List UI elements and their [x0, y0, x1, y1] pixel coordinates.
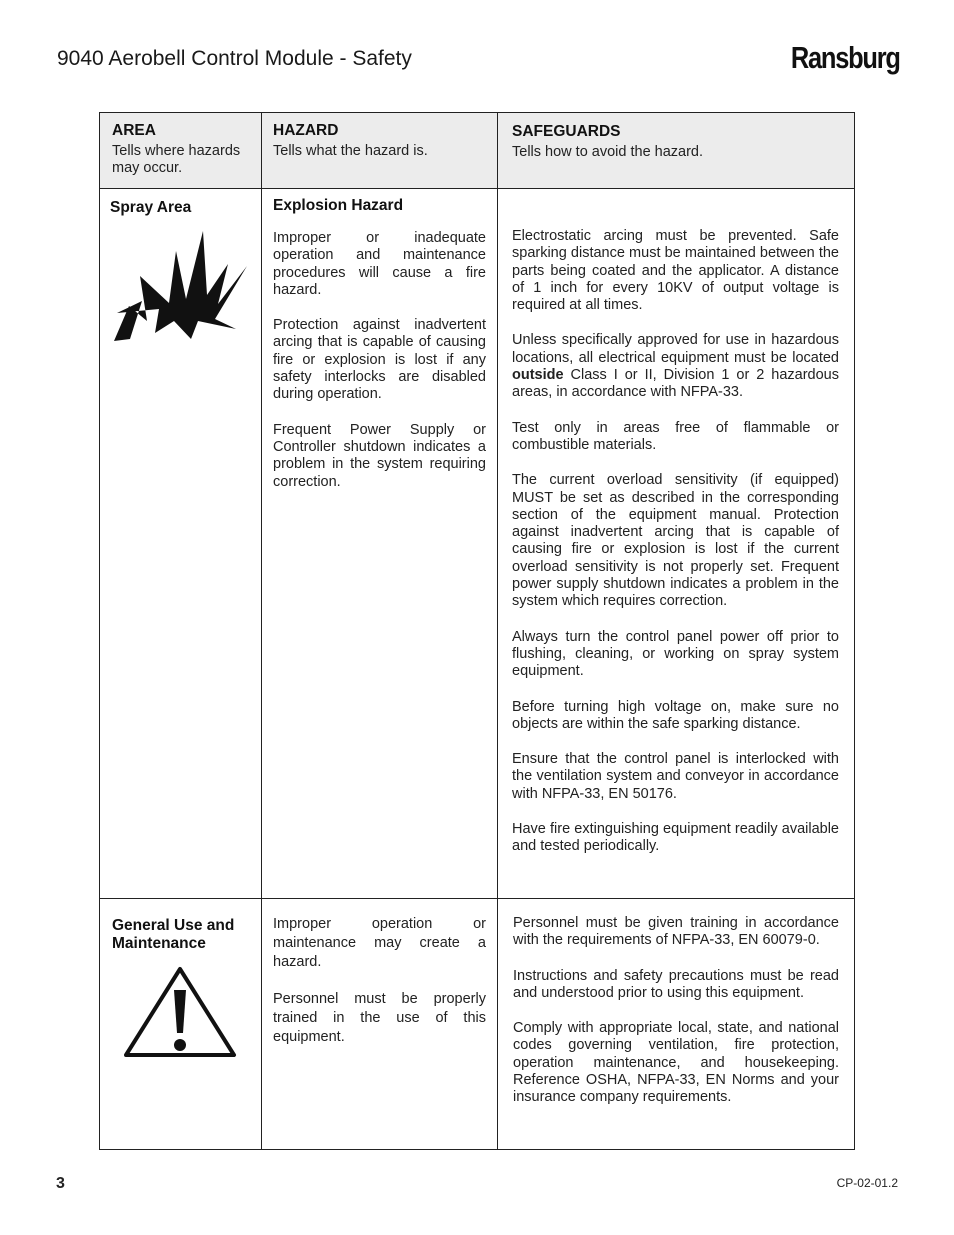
hazard-paragraph: Improper operation or maintenance may create a hazard.: [273, 916, 486, 970]
column-divider: [497, 113, 498, 1149]
hazard-paragraph: Improper or inadequate operation and maintenance procedures will cause a fire hazard.: [273, 230, 486, 298]
area-spray-area: Spray Area: [110, 199, 192, 216]
warning-triangle-icon: [122, 965, 238, 1059]
column-subtitle: Tells where hazards may occur.: [112, 143, 241, 176]
column-header-area: [112, 122, 257, 177]
safeguard-list-general-use: [513, 915, 839, 1107]
emphasis-outside: outside: [512, 367, 564, 384]
column-title: SAFEGUARDS: [512, 123, 621, 140]
column-subtitle: Tells how to avoid the hazard.: [512, 144, 704, 160]
brand-logo: Ransburg: [791, 40, 900, 75]
page-number: 3: [56, 1175, 65, 1192]
document-code: CP-02-01.2: [836, 1176, 898, 1190]
column-divider: [261, 113, 262, 1149]
hazard-paragraph: Personnel must be properly trained in the use of this equipment.: [273, 991, 486, 1045]
page-title: 9040 Aerobell Control Module - Safety: [57, 47, 412, 70]
explosion-icon: [112, 231, 247, 343]
hazard-list-general-use: [273, 915, 486, 1047]
column-header-safeguards: [512, 123, 842, 161]
safeguard-paragraph: Test only in areas free of flammable or combustible materials.: [512, 419, 839, 453]
safeguard-paragraph: Have fire extinguishing equipment readily available and tested periodically.: [512, 821, 839, 855]
hazard-title-explosion: Explosion Hazard: [273, 197, 404, 214]
safeguard-text: Unless specifically approved for use in hazardous locations, all electrical equipment must be located: [512, 332, 839, 366]
safeguard-paragraph: Comply with appropriate local, state, and national codes governing ventilation, fire protection, operation maintenance, and housekeeping. Reference OSHA, NFPA-33, EN Norms and your insurance company requirements.: [513, 1020, 839, 1106]
safeguard-paragraph: Always turn the control panel power off prior to flushing, cleaning, or working on spray system equipment.: [512, 628, 839, 680]
safeguard-paragraph: Instructions and safety precautions must be read and understood prior to using this equipment.: [513, 967, 839, 1001]
column-title: AREA: [112, 122, 156, 139]
safeguard-text: Class I or II, Division 1 or 2 hazardous areas, in accordance with NFPA-33.: [512, 367, 839, 401]
column-header-hazard: [273, 122, 488, 160]
safeguard-paragraph: The current overload sensitivity (if equipped) MUST be set as described in the corresponding section of the equipment manual. Protection against inadvertent arcing that is capable of causing fire or explosion is lost if the current overload sensitivity is not properly set. Frequent power supply shutdown indicates a problem in the system which requires correction.: [512, 472, 839, 610]
safeguard-list-spray-area: [512, 228, 839, 856]
row-divider: [100, 898, 854, 899]
safeguard-paragraph: [512, 332, 839, 401]
column-subtitle: Tells what the hazard is.: [273, 143, 428, 159]
safeguard-paragraph: Electrostatic arcing must be prevented. Safe sparking distance must be maintained between the parts being coated and the applicator. A distance of 1 inch for every 10KV of output voltage is required at all times.: [512, 228, 839, 314]
safeguard-paragraph: Before turning high voltage on, make sure no objects are within the safe sparking distance.: [512, 698, 839, 732]
hazard-paragraph: Protection against inadvertent arcing that is capable of causing fire or explosion is lost if any safety interlocks are disabled during operation.: [273, 317, 486, 403]
safety-table: [99, 112, 855, 1150]
safeguard-paragraph: Personnel must be given training in accordance with the requirements of NFPA-33, EN 60079-0.: [513, 915, 839, 949]
hazard-list-spray-area: [273, 230, 486, 491]
column-title: HAZARD: [273, 122, 339, 139]
hazard-paragraph: Frequent Power Supply or Controller shutdown indicates a problem in the system requiring correction.: [273, 421, 486, 490]
safeguard-paragraph: Ensure that the control panel is interlocked with the ventilation system and conveyor in accordance with NFPA-33, EN 50176.: [512, 751, 839, 802]
area-general-use: General Use and Maintenance: [112, 917, 235, 952]
